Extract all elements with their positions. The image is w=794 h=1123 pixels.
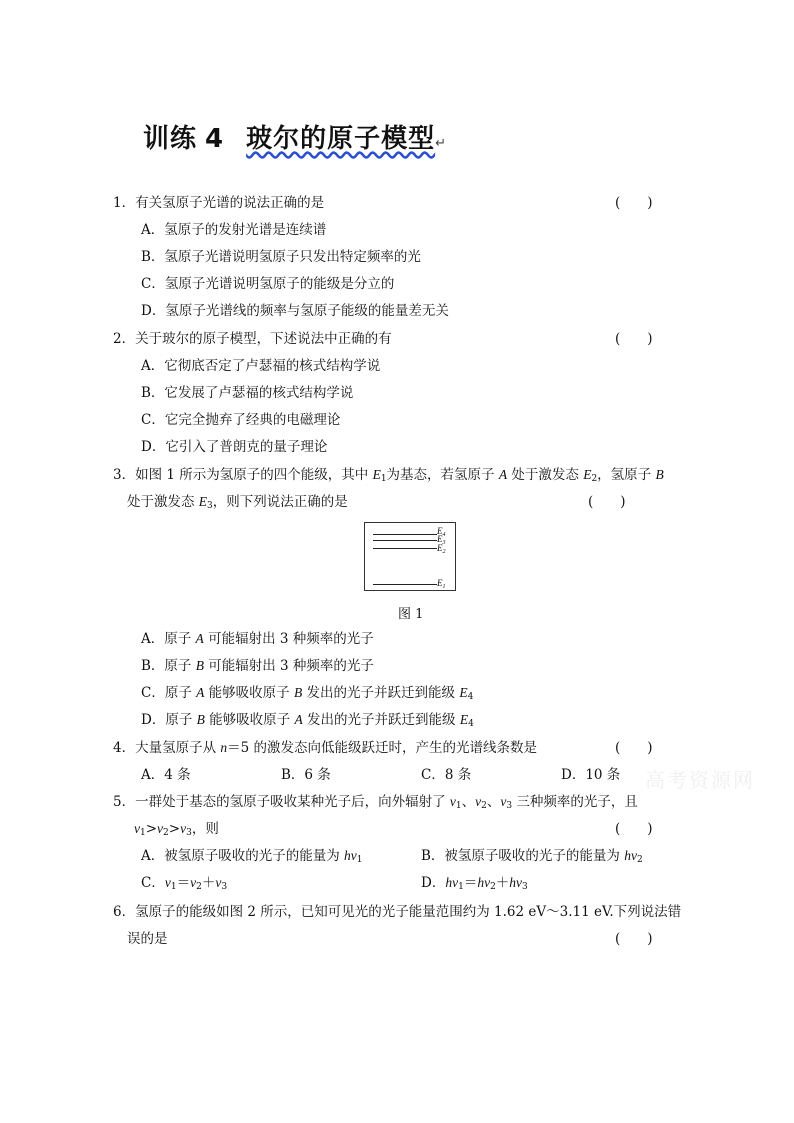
question-5-stem-line2: $\nu_1>\nu_2>\nu_3$，则 (134, 821, 219, 838)
question-6-stem: 6．氢原子的能级如图 2 所示，已知可见光的光子能量范围约为 1.62 eV～3.11 eV.下列说法错 (113, 904, 682, 920)
title-prefix: 训练 (143, 124, 198, 154)
q2-option-c: C．它完全抛弃了经典的电磁理论 (141, 412, 341, 428)
answer-blank-3: ( ) (588, 494, 626, 510)
q5-option-a: A．被氢原子吸收的光子的能量为 $h\nu_1$ (141, 848, 363, 865)
q2-option-d: D．它引入了普朗克的量子理论 (141, 439, 328, 455)
energy-level-line-e4 (373, 534, 437, 535)
q3-option-b: B．原子 B 可能辐射出 3 种频率的光子 (141, 658, 374, 674)
question-6-stem-line2: 误的是 (127, 931, 168, 947)
answer-blank-4: ( ) (615, 740, 653, 756)
q1-option-b: B．氢原子光谱说明氢原子只发出特定频率的光 (141, 249, 421, 265)
q5-option-c: C．$\nu_1=\nu_2+\nu_3$ (141, 875, 228, 892)
energy-label-e3: $E_3$ (437, 534, 446, 546)
answer-blank-6: ( ) (615, 931, 653, 947)
energy-label-e4: $E_4$ (437, 526, 446, 538)
q1-option-d: D．氢原子光谱线的频率与氢原子能级的能量差无关 (141, 303, 449, 319)
q1-option-c: C．氢原子光谱说明氢原子的能级是分立的 (141, 276, 395, 292)
question-4-stem: 4．大量氢原子从 n＝5 的激发态向低能级跃迁时，产生的光谱线条数是 (113, 740, 538, 756)
question-1-stem: 1．有关氢原子光谱的说法正确的是 (113, 195, 325, 211)
q2-option-a: A．它彻底否定了卢瑟福的核式结构学说 (141, 358, 381, 374)
answer-blank-5: ( ) (615, 821, 653, 837)
q5-option-b: B．被氢原子吸收的光子的能量为 $h\nu_2$ (421, 848, 643, 865)
question-5-stem: 5．一群处于基态的氢原子吸收某种光子后，向外辐射了 $\nu_1$、$\nu_2$、$\nu_3$ 三种频率的光子，且 (113, 794, 638, 811)
q2-option-b: B．它发展了卢瑟福的核式结构学说 (141, 385, 354, 401)
question-2-stem: 2．关于玻尔的原子模型，下述说法中正确的有 (113, 331, 392, 347)
q4-option-b: B．6 条 (281, 767, 331, 783)
q4-option-d: D．10 条 (561, 767, 621, 783)
title-main: 玻尔的原子模型 (246, 124, 436, 154)
q4-option-a: A．4 条 (141, 767, 191, 783)
paragraph-mark-icon: ↵ (435, 136, 448, 151)
q5-option-d: D．$h\nu_1=h\nu_2+h\nu_3$ (421, 875, 528, 892)
energy-level-line-e3 (373, 540, 437, 541)
question-3-stem-line2: 处于激发态 $E_3$，则下列说法正确的是 (127, 494, 348, 511)
answer-blank-1: ( ) (615, 195, 653, 211)
q3-option-d: D．原子 B 能够吸收原子 A 发出的光子并跃迁到能级 $E_4$ (141, 712, 474, 729)
q4-option-c: C．8 条 (421, 767, 472, 783)
energy-level-diagram (364, 522, 456, 591)
answer-blank-2: ( ) (615, 331, 653, 347)
title-number: 4 (205, 124, 225, 154)
q1-option-a: A．氢原子的发射光谱是连续谱 (141, 222, 327, 238)
energy-level-line-e1 (373, 584, 437, 585)
energy-label-e1: $E_1$ (437, 578, 446, 590)
q3-option-a: A．原子 A 可能辐射出 3 种频率的光子 (141, 631, 374, 647)
question-3-stem: 3．如图 1 所示为氢原子的四个能级，其中 $E_1$为基态，若氢原子 A 处于激发态 $E_2$，氢原子 B (113, 467, 664, 484)
energy-level-line-e2 (373, 548, 437, 549)
watermark: 高考资源网 (645, 768, 755, 792)
figure-1-caption: 图 1 (398, 607, 424, 622)
energy-label-e2: $E_2$ (437, 543, 446, 555)
q3-option-c: C．原子 A 能够吸收原子 B 发出的光子并跃迁到能级 $E_4$ (141, 685, 474, 702)
page-title (143, 118, 447, 155)
